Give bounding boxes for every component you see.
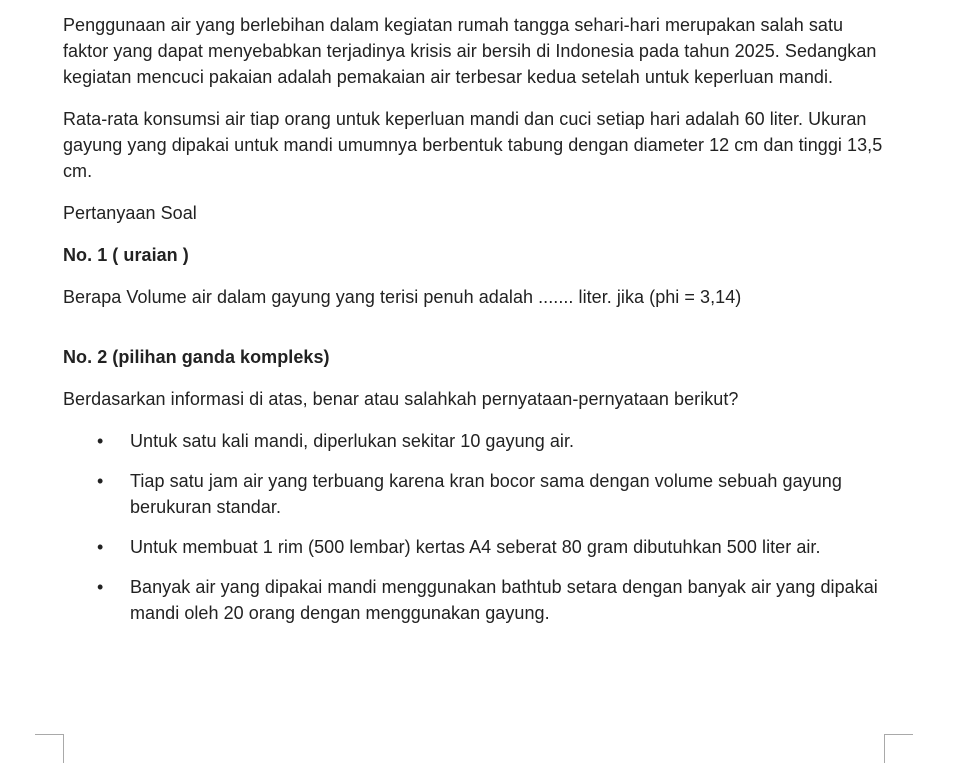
question-2-prompt: Berdasarkan informasi di atas, benar atau salahkah pernyataan-pernyataan berikut?	[63, 389, 739, 409]
statement-item	[63, 534, 893, 560]
document-body	[63, 12, 893, 640]
question-1-text: Berapa Volume air dalam gayung yang terisi penuh adalah ....... liter. jika (phi = 3,14)	[63, 287, 742, 307]
margin-corner-mark-left	[35, 734, 64, 763]
question-1-heading: No. 1 ( uraian )	[63, 245, 189, 265]
statement-text: Tiap satu jam air yang terbuang karena kran bocor sama dengan volume sebuah gayung berukuran standar.	[130, 471, 842, 517]
consumption-paragraph: Rata-rata konsumsi air tiap orang untuk keperluan mandi dan cuci setiap hari adalah 60 liter. Ukuran gayung yang dipakai untuk mandi umumnya berbentuk tabung dengan diameter 12 cm dan tinggi 13,5 cm.	[63, 109, 883, 181]
bullet-icon: •	[97, 577, 104, 597]
bullet-icon: •	[97, 471, 104, 491]
margin-corner-mark-right	[884, 734, 913, 763]
statement-text: Banyak air yang dipakai mandi menggunakan bathtub setara dengan banyak air yang dipakai mandi oleh 20 orang dengan menggunakan gayung.	[130, 577, 878, 623]
statement-item	[63, 574, 893, 626]
questions-label: Pertanyaan Soal	[63, 203, 197, 223]
statement-item	[63, 468, 893, 520]
bullet-icon: •	[97, 431, 104, 451]
statement-text: Untuk membuat 1 rim (500 lembar) kertas A4 seberat 80 gram dibutuhkan 500 liter air.	[130, 537, 821, 557]
statement-text: Untuk satu kali mandi, diperlukan sekitar 10 gayung air.	[130, 431, 575, 451]
statement-list	[63, 428, 893, 626]
statement-item	[63, 428, 893, 454]
intro-paragraph: Penggunaan air yang berlebihan dalam kegiatan rumah tangga sehari-hari merupakan salah satu faktor yang dapat menyebabkan terjadinya krisis air bersih di Indonesia pada tahun 2025. Sedangkan kegiatan mencuci pakaian adalah pemakaian air terbesar kedua setelah untuk keperluan mandi.	[63, 15, 877, 87]
bullet-icon: •	[97, 537, 104, 557]
question-2-heading: No. 2 (pilihan ganda kompleks)	[63, 347, 330, 367]
